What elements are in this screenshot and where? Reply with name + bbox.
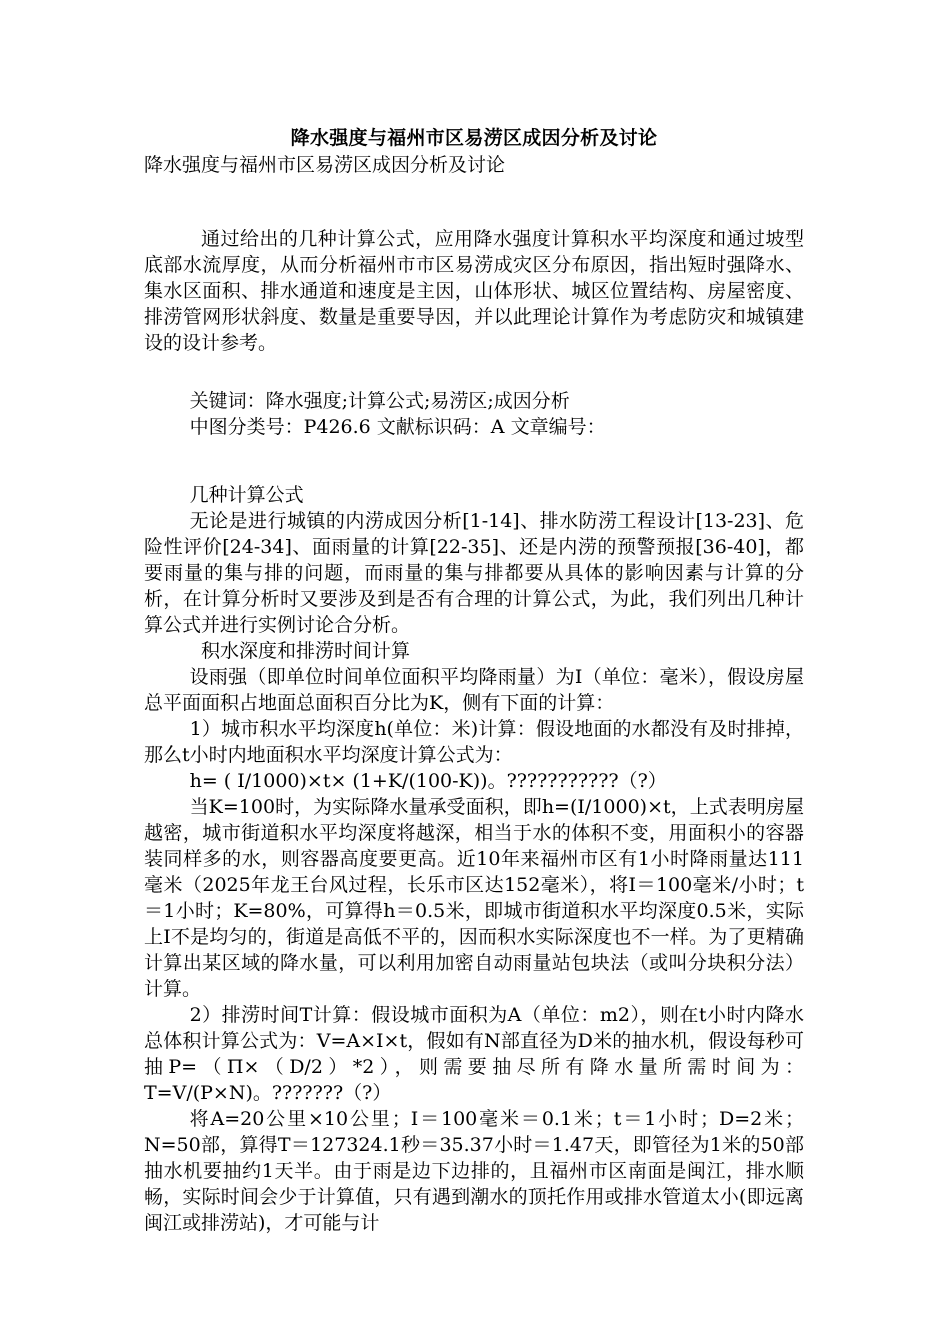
example-paragraph: 将A=20公里×10公里；I＝100毫米＝0.1米；t＝1小时；D=2米；N=50部，算得T＝127324.1秒＝35.37小时＝1.47天，即管径为1米的50部抽水机要抽约1天半。由于雨是边下边排的，且福州市区南面是闽江，排水顺畅，实际时间会少于计算值，只有遇到潮水的顶托作用或排水管道太小(即远离闽江或排涝站)，才可能与计 [144,1108,804,1234]
k100-paragraph: 当K=100时，为实际降水量承受面积，即h=(I/1000)×t，上式表明房屋越密，城市街道积水平均深度将越深，相当于水的体积不变，用面积小的容器装同样多的水，则容器高度要更高。近10年来福州市区有1小时降雨量达111毫米（2025年龙王台风过程，长乐市区达152毫米），将I＝100毫米/小时；t＝1小时；K=80%，可算得h＝0.5米，即城市街道积水平均深度0.5米，实际上I不是均匀的，街道是高低不平的，因而积水实际深度也不一样。为了更精确计算出某区域的降水量，可以利用加密自动雨量站包块法（或叫分块积分法）计算。 [144,796,804,1000]
abstract-paragraph: 通过给出的几种计算公式，应用降水强度计算积水平均深度和通过坡型底部水流厚度，从而分析福州市市区易涝成灾区分布原因，指出短时强降水、集水区面积、排水通道和速度是主因，山体形状、城区位置结构、房屋密度、排涝管网形状斜度、数量是重要导因，并以此理论计算作为考虑防灾和城镇建设的设计参考。 [144,228,804,354]
item2-paragraph: 2）排涝时间T计算：假设城市面积为A（单位：m2），则在t小时内降水总体积计算公式为：V=A×I×t，假如有N部直径为D米的抽水机，假设每秒可抽P=（Π×（D/2）*2），则需要抽尽所有降水量所需时间为：T=V/(P×N)。???????（?） [144,1004,804,1104]
section-heading: 几种计算公式 [189,484,304,506]
document-subtitle: 降水强度与福州市区易涝区成因分析及讨论 [144,154,506,176]
document-title: 降水强度与福州市区易涝区成因分析及讨论 [290,127,658,149]
spacer [144,356,804,382]
rain-intensity-paragraph: 设雨强（即单位时间单位面积平均降雨量）为I（单位：毫米），假设房屋总平面面积占地面总面积百分比为K，侧有下面的计算： [144,666,804,714]
spacer [144,440,804,466]
formula-line: h= ( I/1000)×t× (1+K/(100-K))。???????????（?） [189,770,667,792]
keywords-line: 关键词：降水强度;计算公式;易涝区;成因分析 [189,390,570,412]
spacer [144,204,804,226]
item1-paragraph: 1）城市积水平均深度h(单位：米)计算：假设地面的水都没有及时排掉，那么t小时内地面积水平均深度计算公式为： [144,718,804,766]
subsection-heading: 积水深度和排涝时间计算 [201,640,411,662]
document-body [144,124,804,1236]
classification-line: 中图分类号：P426.6 文献标识码：A 文章编号： [189,416,606,438]
spacer [144,178,804,204]
section-intro-paragraph: 无论是进行城镇的内涝成因分析[1-14]、排水防涝工程设计[13-23]、危险性评价[24-34]、面雨量的计算[22-35]、还是内涝的预警预报[36-40]，都要雨量的集与排的问题，而雨量的集与排都要从具体的影响因素与计算的分析，在计算分析时又要涉及到是否有合理的计算公式，为此，我们列出几种计算公式并进行实例讨论合分析。 [144,510,804,636]
